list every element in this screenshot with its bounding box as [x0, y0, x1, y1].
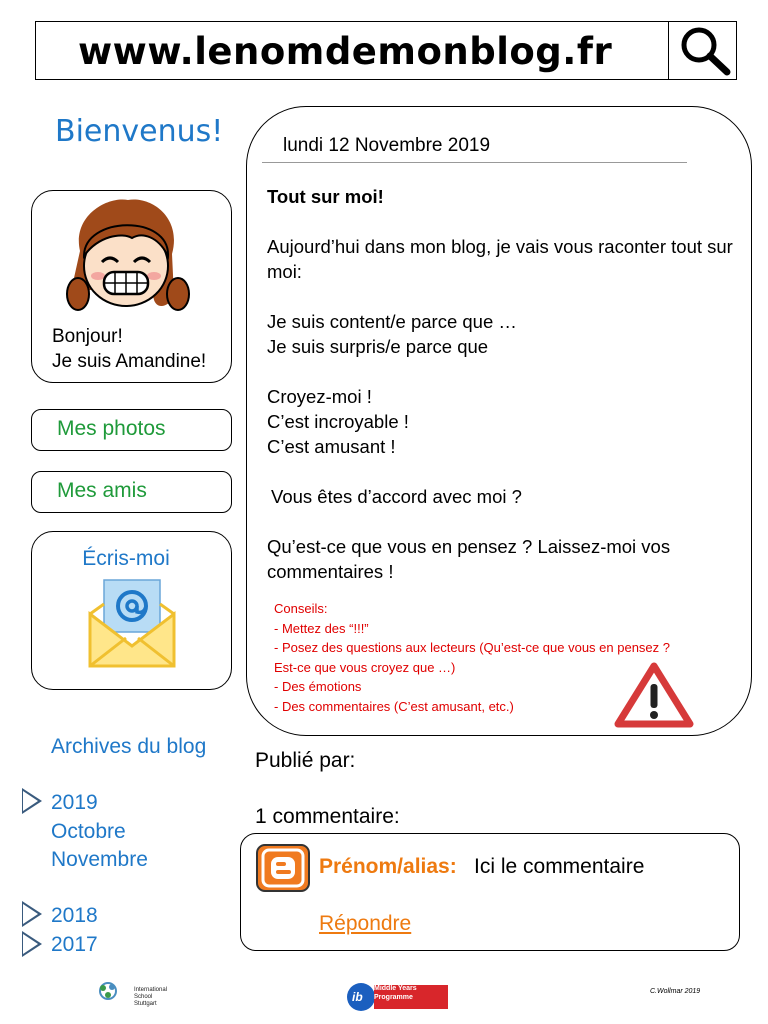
comment-text: Ici le commentaire — [474, 855, 645, 878]
avatar — [62, 196, 192, 316]
nav-friends-button[interactable]: Mes amis — [31, 471, 232, 513]
post-paragraph: Je suis content/e parce que … — [267, 311, 517, 332]
profile-greeting — [52, 324, 206, 374]
post-paragraph: Croyez-moi ! — [267, 386, 372, 407]
tip-item: - Mettez des “!!!” — [274, 620, 369, 636]
post-paragraph: Aujourd’hui dans mon blog, je vais vous raconter tout sur moi: — [267, 236, 733, 282]
expand-2018-icon[interactable] — [22, 901, 42, 927]
post-title: Tout sur moi! — [267, 186, 384, 207]
comment-box — [240, 833, 740, 951]
blogger-logo-icon — [255, 843, 311, 893]
post-body — [267, 184, 737, 584]
archives-title: Archives du blog — [51, 735, 207, 758]
name-text: Je suis Amandine! — [52, 351, 207, 372]
search-icon — [669, 21, 738, 80]
search-button[interactable] — [668, 21, 737, 80]
welcome-heading: Bienvenus! — [55, 114, 224, 149]
post-paragraph: Qu’est-ce que vous en pensez ? Laissez-moi vos commentaires ! — [267, 536, 671, 582]
blog-url: www.lenomdemonblog.fr — [78, 30, 613, 73]
tip-item: - Posez des questions aux lecteurs (Qu’est-ce que vous en pensez ? Est-ce que vous croyez que …) — [274, 640, 670, 675]
ib-line: Programme — [374, 994, 413, 1001]
comment-count: 1 commentaire: — [255, 805, 400, 828]
expand-2019-icon[interactable] — [22, 788, 42, 814]
post-paragraph: Je suis surpris/e parce que — [267, 336, 489, 357]
email-envelope-icon — [86, 576, 178, 671]
post-paragraph: C’est incroyable ! — [267, 411, 409, 432]
school-name — [134, 987, 167, 1008]
school-name-line: Stuttgart — [134, 1001, 157, 1007]
published-by-label: Publié par: — [255, 749, 356, 772]
comment-author: Prénom/alias: — [319, 855, 457, 878]
school-name-line: International — [134, 987, 168, 993]
post-date: lundi 12 Novembre 2019 — [283, 135, 491, 156]
expand-2017-icon[interactable] — [22, 931, 42, 957]
ib-logo-letters: ib — [352, 990, 363, 1004]
reply-link[interactable]: Répondre — [319, 912, 412, 935]
archive-month-october[interactable]: Octobre — [51, 820, 126, 843]
contact-label: Écris-moi — [82, 547, 170, 570]
date-divider — [262, 162, 687, 163]
post-paragraph: Vous êtes d’accord avec moi ? — [271, 486, 522, 507]
nav-photos-button[interactable]: Mes photos — [31, 409, 232, 451]
warning-icon — [612, 660, 696, 730]
post-paragraph: C’est amusant ! — [267, 436, 396, 457]
tip-item: - Des commentaires (C’est amusant, etc.) — [274, 698, 514, 714]
tips-title: Conseils: — [274, 601, 328, 616]
archive-year-2017[interactable]: 2017 — [51, 933, 98, 956]
tip-item: - Des émotions — [274, 679, 362, 694]
greeting-text: Bonjour! — [52, 326, 123, 347]
ib-line: Middle Years — [374, 985, 417, 992]
school-logo-icon — [94, 979, 122, 1003]
author-credit: C.Wollmar 2019 — [650, 988, 701, 995]
school-name-line: School — [134, 994, 153, 1000]
ib-myp-label — [374, 984, 417, 1002]
archive-year-2018[interactable]: 2018 — [51, 904, 98, 927]
archive-year-2019[interactable]: 2019 — [51, 791, 98, 814]
archive-month-november[interactable]: Novembre — [51, 848, 148, 871]
